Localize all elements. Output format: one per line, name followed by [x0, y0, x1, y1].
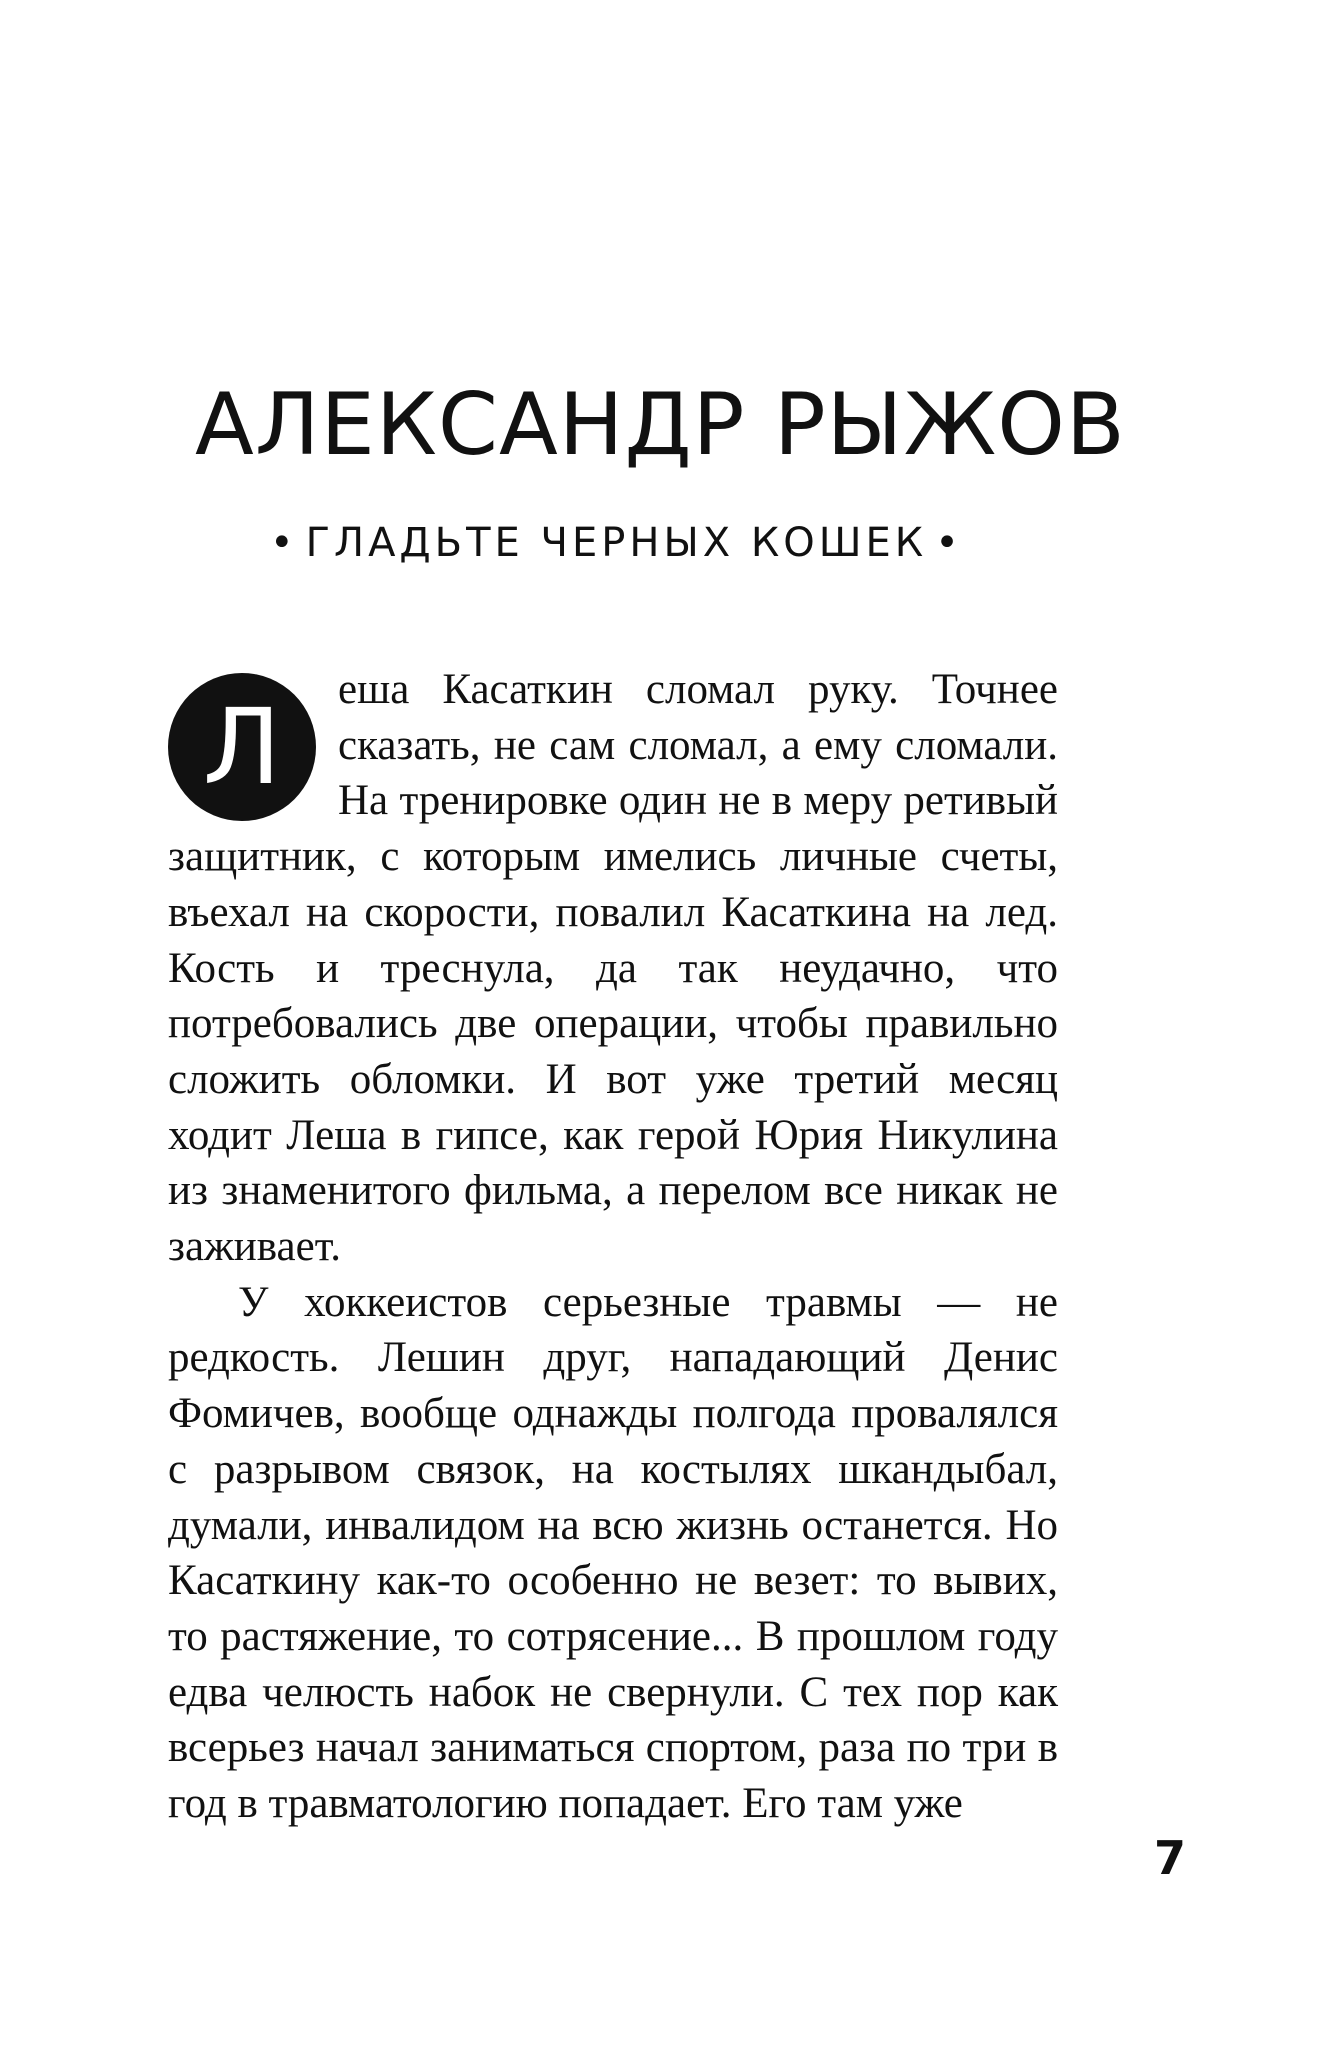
title-bullet-right: •: [935, 520, 963, 566]
story-title: [262, 516, 1002, 570]
page-number: 7: [1154, 1831, 1187, 1885]
title-bullet-left: •: [270, 520, 298, 566]
paragraph-1-text: еша Касаткин сломал руку. Точнее сказать, не сам сломал, а ему сломали. На тренировке один не в меру ретивый защитник, с которым имелись личные счеты, въехал на скорости, повалил Касаткина на лед. Кость и треснула, да так неудачно, что потребовались две операции, чтобы правильно сложить обломки. И вот уже третий месяц ходит Леша в гипсе, как герой Юрия Никулина из знаменитого фильма, а перелом все никак не заживает.: [168, 666, 1058, 1271]
story-body: [168, 662, 1058, 1832]
paragraph-1: [168, 662, 1058, 1275]
author-name: АЛЕКСАНДР РЫЖОВ: [195, 375, 1126, 475]
story-title-text: ГЛАДЬТЕ ЧЕРНЫХ КОШЕК: [305, 520, 928, 566]
paragraph-2: У хоккеистов серьезные травмы — не редкость. Лешин друг, нападающий Денис Фомичев, вообще однажды полгода провалялся с разрывом связок, на костылях шкандыбал, думали, инвалидом на всю жизнь останется. Но Касаткину как-то особенно не везет: то вывих, то растяжение, то сотрясение... В прошлом году едва челюсть набок не свернули. С тех пор как всерьез начал заниматься спортом, раза по три в год в травматологию попадает. Его там уже: [168, 1278, 1058, 1828]
drop-cap: Л: [168, 673, 316, 821]
